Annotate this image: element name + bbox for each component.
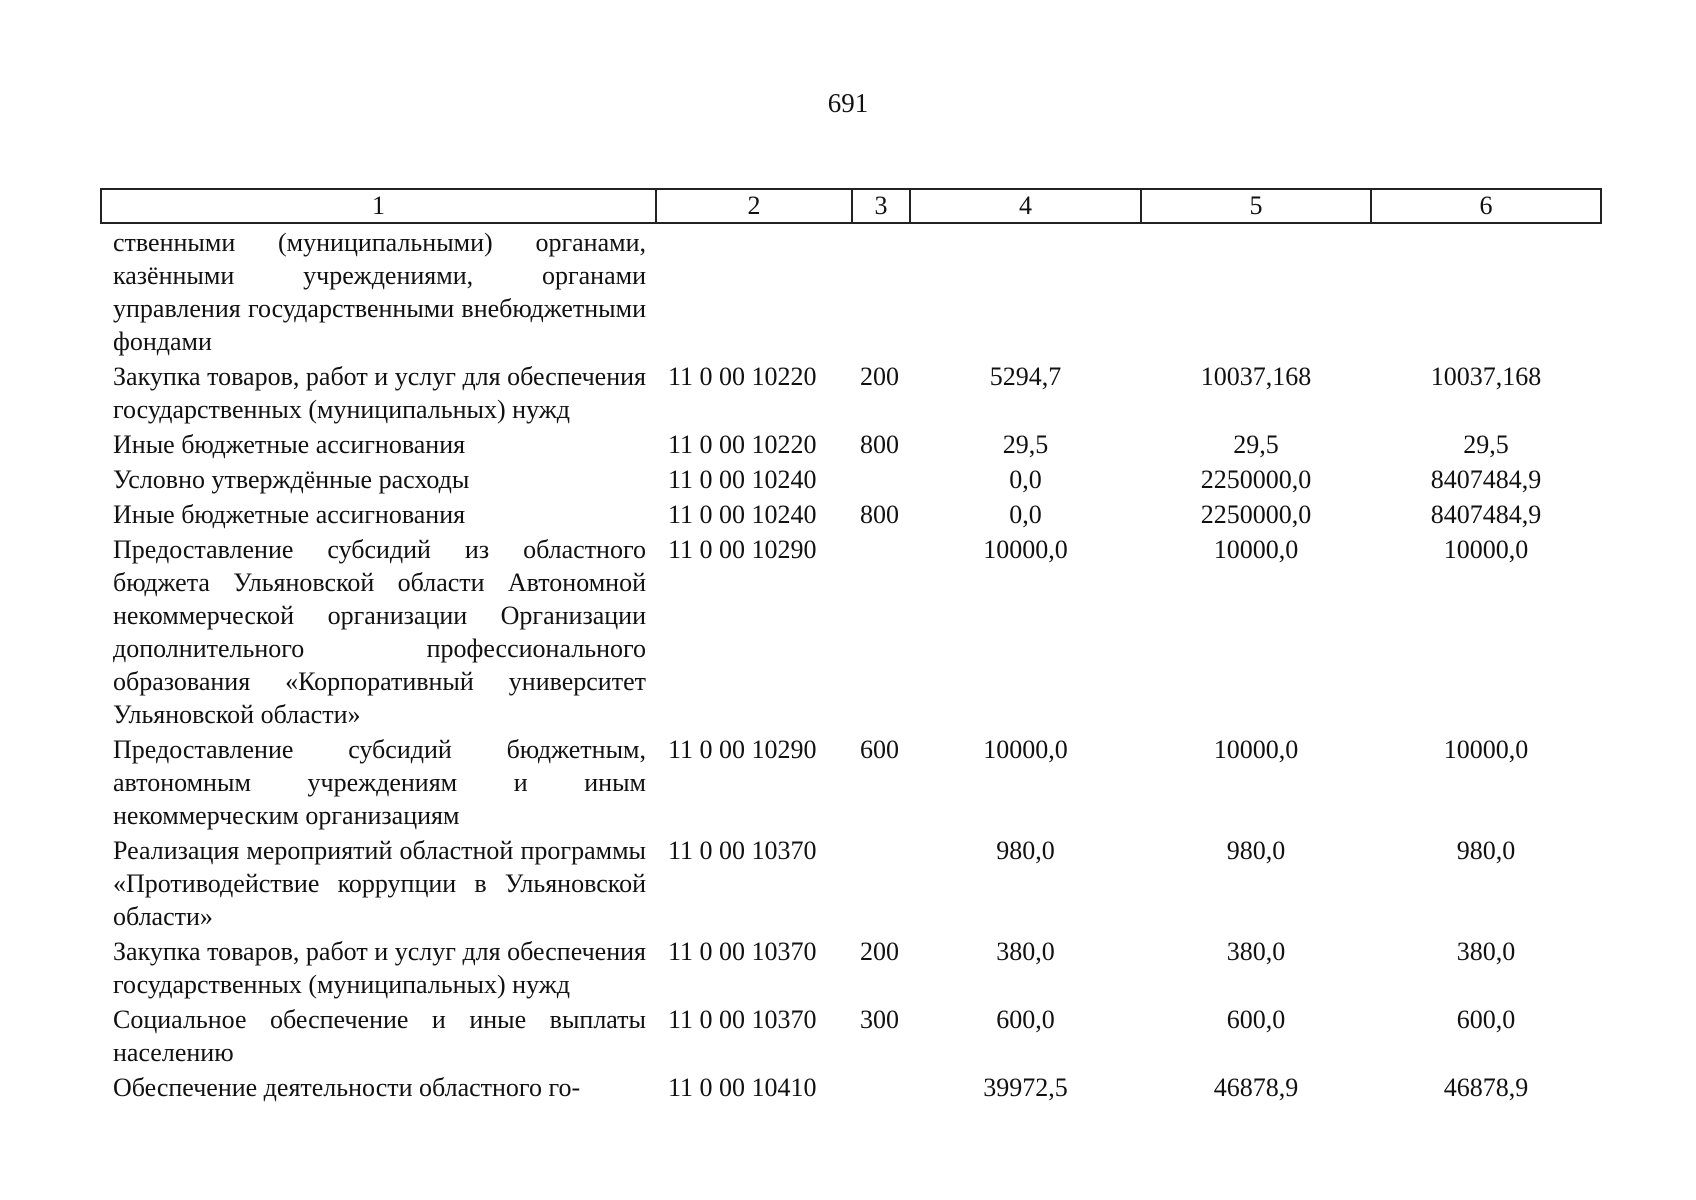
table-body	[101, 223, 1601, 1104]
row-code: 11 0 00 10370	[668, 1005, 817, 1034]
row-code: 11 0 00 10240	[668, 500, 817, 529]
row-expense-type	[852, 461, 910, 496]
row-expense-type: 800	[860, 430, 899, 459]
table-row	[101, 1001, 1601, 1069]
row-value-col6: 10000,0	[1443, 735, 1529, 764]
row-expense-type: 600	[860, 735, 899, 764]
table-row	[101, 358, 1601, 426]
row-value-col5: 2250000,0	[1200, 500, 1312, 529]
row-name: Предоставление субсидий из областного бюджета Ульяновской области Автономной некоммерческой организации Организации дополнительного профессионального образования «Корпоративный университет Ульяновской области»	[113, 535, 646, 729]
table-row	[101, 731, 1601, 832]
row-value-col5: 980,0	[1226, 836, 1286, 865]
column-header-5: 5	[1141, 189, 1371, 223]
table-header	[101, 189, 1601, 223]
row-value-col4: 10000,0	[983, 735, 1068, 764]
row-expense-type	[852, 531, 910, 731]
row-code: 11 0 00 10220	[668, 362, 817, 391]
table-row	[101, 531, 1601, 731]
row-name: Реализация мероприятий областной программы «Противодействие коррупции в Ульяновской области»	[113, 836, 646, 931]
row-value-col4	[910, 223, 1141, 358]
row-value-col5: 10000,0	[1213, 735, 1299, 764]
row-value-col6: 380,0	[1456, 937, 1516, 966]
row-value-col6: 600,0	[1456, 1005, 1516, 1034]
row-expense-type	[852, 832, 910, 933]
row-value-col6: 8407484,9	[1430, 500, 1542, 529]
row-value-col5: 46878,9	[1213, 1073, 1299, 1102]
row-expense-type: 300	[860, 1005, 899, 1034]
row-expense-type: 200	[860, 937, 899, 966]
row-expense-type	[852, 1069, 910, 1104]
row-value-col6: 980,0	[1456, 836, 1516, 865]
row-name: Предоставление субсидий бюджетным, автономным учреждениям и иным некоммерческим организациям	[113, 735, 646, 830]
row-expense-type	[852, 223, 910, 358]
column-header-2: 2	[656, 189, 852, 223]
row-code: 11 0 00 10370	[668, 937, 817, 966]
row-name: Социальное обеспечение и иные выплаты населению	[113, 1005, 646, 1067]
row-name: Закупка товаров, работ и услуг для обеспечения государственных (муниципальных) нужд	[113, 937, 646, 999]
row-value-col5	[1141, 223, 1371, 358]
budget-table	[100, 188, 1602, 1104]
row-code: 11 0 00 10410	[668, 1073, 817, 1102]
row-value-col4: 380,0	[996, 937, 1055, 966]
row-value-col6: 10037,168	[1430, 362, 1542, 391]
row-value-col6: 10000,0	[1443, 535, 1529, 564]
row-name: ственными (муниципальными) органами, казёнными учреждениями, органами управления государственными внебюджетными фондами	[113, 228, 646, 356]
row-name: Иные бюджетные ассигнования	[113, 430, 466, 459]
row-value-col5: 10037,168	[1200, 362, 1312, 391]
row-name: Закупка товаров, работ и услуг для обеспечения государственных (муниципальных) нужд	[113, 362, 646, 424]
row-value-col4: 980,0	[996, 836, 1055, 865]
row-name: Условно утверждённые расходы	[113, 465, 470, 494]
row-name: Иные бюджетные ассигнования	[113, 500, 466, 529]
row-code	[656, 223, 852, 358]
row-value-col4: 600,0	[996, 1005, 1055, 1034]
table-row	[101, 933, 1601, 1001]
row-value-col4: 29,5	[1002, 430, 1049, 459]
table-row	[101, 461, 1601, 496]
column-header-3: 3	[852, 189, 910, 223]
row-code: 11 0 00 10220	[668, 430, 817, 459]
table-row	[101, 832, 1601, 933]
row-value-col4: 39972,5	[983, 1073, 1068, 1102]
row-expense-type: 800	[860, 500, 899, 529]
table-row	[101, 223, 1601, 358]
table-row	[101, 426, 1601, 461]
row-value-col4: 5294,7	[989, 362, 1062, 391]
row-value-col6	[1371, 223, 1601, 358]
row-expense-type: 200	[860, 362, 899, 391]
row-value-col6: 8407484,9	[1430, 465, 1542, 494]
row-value-col5: 2250000,0	[1200, 465, 1312, 494]
page-number: 691	[827, 88, 869, 118]
column-header-6: 6	[1371, 189, 1601, 223]
row-code: 11 0 00 10290	[668, 535, 817, 564]
row-value-col4: 0,0	[1009, 465, 1042, 494]
column-header-4: 4	[910, 189, 1141, 223]
row-value-col5: 10000,0	[1213, 535, 1299, 564]
header-row	[101, 189, 1601, 223]
row-value-col5: 380,0	[1226, 937, 1286, 966]
row-value-col5: 29,5	[1233, 430, 1279, 459]
row-code: 11 0 00 10290	[668, 735, 817, 764]
row-name: Обеспечение деятельности областного го-	[113, 1073, 581, 1102]
row-value-col4: 10000,0	[983, 535, 1068, 564]
row-value-col5: 600,0	[1226, 1005, 1286, 1034]
column-header-1: 1	[101, 189, 656, 223]
row-value-col4: 0,0	[1009, 500, 1042, 529]
row-value-col6: 29,5	[1463, 430, 1509, 459]
row-code: 11 0 00 10240	[668, 465, 817, 494]
row-code: 11 0 00 10370	[668, 836, 817, 865]
row-value-col6: 46878,9	[1443, 1073, 1529, 1102]
table-row	[101, 496, 1601, 531]
table-row	[101, 1069, 1601, 1104]
